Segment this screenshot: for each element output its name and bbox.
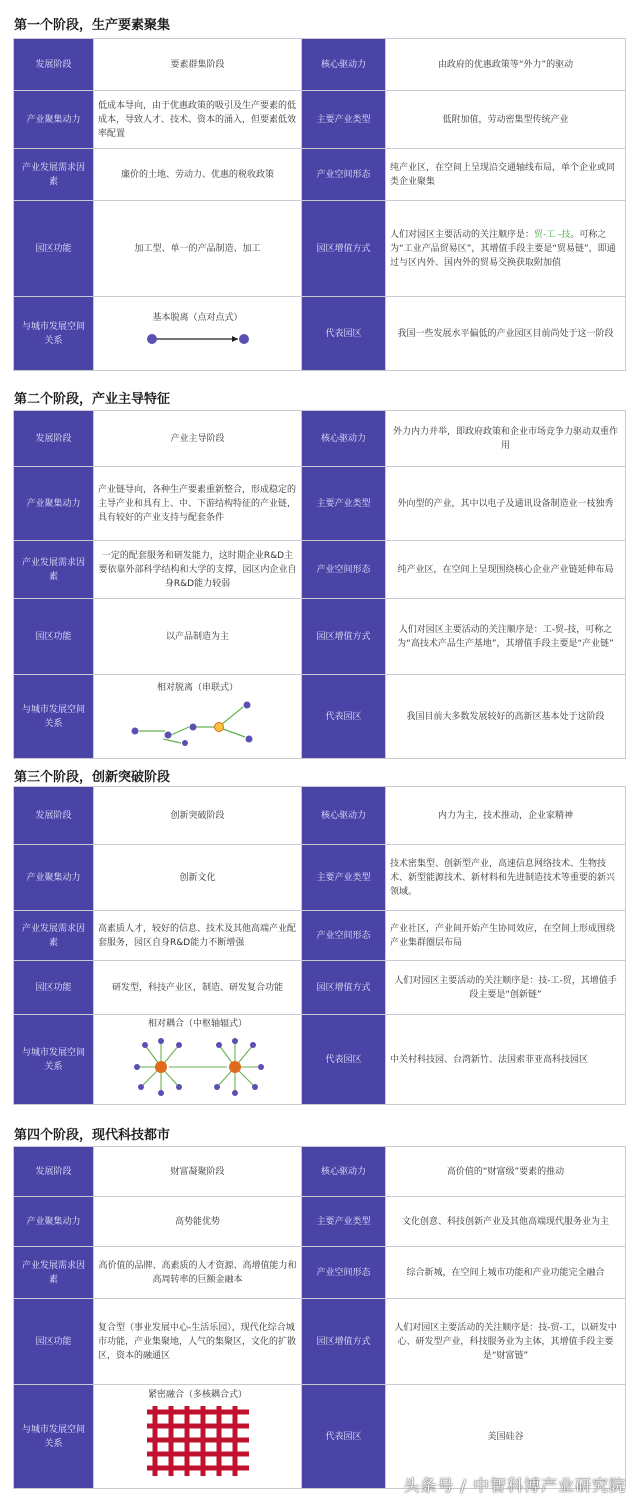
value-cell: 纯产业区，在空间上呈现围绕核心企业产业链延伸布局 xyxy=(386,541,626,599)
table-row xyxy=(14,91,626,149)
value-cell: 文化创意、科技创新产业及其他高端现代服务业为主 xyxy=(386,1197,626,1247)
value-cell: 中关村科技园、台湾新竹、法国索菲亚高科技园区 xyxy=(386,1015,626,1105)
label-cell: 产业空间形态 xyxy=(302,1247,386,1299)
value-cell: 高价值的品牌、高素质的人才资源、高增值能力和高周转率的巨额金融本 xyxy=(94,1247,302,1299)
label-cell: 发展阶段 xyxy=(14,411,94,467)
diagram-title: 紧密融合（多核耦合式） xyxy=(147,1390,247,1400)
table-row xyxy=(14,1299,626,1385)
table-row xyxy=(14,1015,626,1105)
table-row xyxy=(14,39,626,91)
label-cell: 与城市发展空间关系 xyxy=(14,1015,94,1105)
table-row xyxy=(14,149,626,201)
value-cell: 纯产业区，在空间上呈现沿交通轴线布局，单个企业或同类企业聚集 xyxy=(386,149,626,201)
label-cell: 产业发展需求因素 xyxy=(14,149,94,201)
label-cell: 产业发展需求因素 xyxy=(14,1247,94,1299)
node xyxy=(245,736,252,743)
table-row xyxy=(14,911,626,961)
table-row xyxy=(14,1147,626,1197)
value-cell: 我国目前大多数发展较好的高新区基本处于这阶段 xyxy=(386,675,626,759)
node xyxy=(164,732,171,739)
table-row xyxy=(14,787,626,845)
label-cell: 核心驱动力 xyxy=(302,39,386,91)
grid-mesh-diagram xyxy=(143,1404,253,1480)
diagram-cell xyxy=(94,675,302,759)
label-cell: 园区功能 xyxy=(14,599,94,675)
hub-node xyxy=(214,723,223,732)
label-cell: 产业聚集动力 xyxy=(14,845,94,911)
label-cell: 主要产业类型 xyxy=(302,91,386,149)
value-cell: 创新文化 xyxy=(94,845,302,911)
label-cell: 代表园区 xyxy=(302,675,386,759)
node xyxy=(243,702,250,709)
diagram-cell xyxy=(94,1015,302,1105)
label-cell: 核心驱动力 xyxy=(302,787,386,845)
value-cell: 研发型，科技产业区，制造、研发复合功能 xyxy=(94,961,302,1015)
table-row xyxy=(14,961,626,1015)
label-cell: 主要产业类型 xyxy=(302,845,386,911)
table-row xyxy=(14,599,626,675)
label-cell: 核心驱动力 xyxy=(302,411,386,467)
node xyxy=(131,728,138,735)
stage-3-title: 第三个阶段，创新突破阶段 xyxy=(14,770,171,785)
table-row xyxy=(14,201,626,297)
label-cell: 园区功能 xyxy=(14,201,94,297)
stage-4-title: 第四个阶段，现代科技都市 xyxy=(14,1128,171,1143)
arrowhead xyxy=(232,336,238,342)
label-cell: 园区增值方式 xyxy=(302,961,386,1015)
stage-1-title: 第一个阶段，生产要素聚集 xyxy=(14,18,171,33)
label-cell: 主要产业类型 xyxy=(302,467,386,541)
stage-3-table xyxy=(13,786,626,1105)
diagram-title: 相对脱离（串联式） xyxy=(156,683,238,693)
label-cell: 园区功能 xyxy=(14,1299,94,1385)
node xyxy=(147,334,157,344)
value-cell: 低成本导向，由于优惠政策的吸引及生产要素的低成本，导致人才、技术、资本的涌入，但要素低效率配置 xyxy=(94,91,302,149)
label-cell: 园区功能 xyxy=(14,961,94,1015)
node xyxy=(239,334,249,344)
label-cell: 发展阶段 xyxy=(14,39,94,91)
diagram-cell xyxy=(94,297,302,371)
value-cell: 人们对园区主要活动的关注顺序是：工-贸-技，可称之为“高技术产品生产基地”，其增值手段主要是“产业链” xyxy=(386,599,626,675)
value-cell: 产业社区，产业间开始产生协同效应，在空间上形成围绕产业集群圈层布局 xyxy=(386,911,626,961)
label-cell: 代表园区 xyxy=(302,297,386,371)
label-cell: 代表园区 xyxy=(302,1385,386,1489)
value-cell: 产业主导阶段 xyxy=(94,411,302,467)
value-cell: 高价值的“财富级”要素的推动 xyxy=(386,1147,626,1197)
label-cell: 与城市发展空间关系 xyxy=(14,675,94,759)
value-cell: 技术密集型、创新型产业，高速信息网络技术、生物技术、新型能源技术、新材料和先进制造技术等重要的新兴领域。 xyxy=(386,845,626,911)
label-cell: 与城市发展空间关系 xyxy=(14,297,94,371)
grid-lines xyxy=(147,1406,249,1476)
table-row xyxy=(14,541,626,599)
label-cell: 产业空间形态 xyxy=(302,149,386,201)
value-cell: 加工型、单一的产品制造、加工 xyxy=(94,201,302,297)
value-cell: 财富凝聚阶段 xyxy=(94,1147,302,1197)
table-row xyxy=(14,675,626,759)
value-cell: 高势能优势 xyxy=(94,1197,302,1247)
label-cell: 产业聚集动力 xyxy=(14,1197,94,1247)
stage-2-title: 第二个阶段，产业主导特征 xyxy=(14,392,171,407)
label-cell: 产业聚集动力 xyxy=(14,467,94,541)
label-cell: 与城市发展空间关系 xyxy=(14,1385,94,1489)
diagram-cell xyxy=(94,1385,302,1489)
value-cell: 综合新城，在空间上城市功能和产业功能完全融合 xyxy=(386,1247,626,1299)
hub-node xyxy=(229,1061,241,1073)
diagram-title: 相对耦合（中枢轴辐式） xyxy=(147,1019,247,1029)
table-row xyxy=(14,411,626,467)
value-cell: 产业链导向，各种生产要素重新整合，形成稳定的主导产业和具有上、中、下游结构特征的产业链，具有较好的产业支持与配套条件 xyxy=(94,467,302,541)
node xyxy=(189,724,196,731)
label-cell: 园区增值方式 xyxy=(302,1299,386,1385)
label-cell: 产业空间形态 xyxy=(302,911,386,961)
value-cell: 一定的配套服务和研发能力，这时期企业R&D主要依靠外部科学结构和大学的支撑，园区内企业自身R&D能力较弱 xyxy=(94,541,302,599)
value-cell: 美国硅谷 xyxy=(386,1385,626,1489)
label-cell: 产业空间形态 xyxy=(302,541,386,599)
value-cell: 人们对园区主要活动的关注顺序是：技-工-贸，其增值手段主要是“创新链” xyxy=(386,961,626,1015)
highlight-text: 贸-工 -技 xyxy=(534,229,571,240)
label-cell: 核心驱动力 xyxy=(302,1147,386,1197)
label-cell: 发展阶段 xyxy=(14,1147,94,1197)
value-text: 人们对园区主要活动的关注顺序是： xyxy=(390,229,535,240)
series-chain-diagram xyxy=(123,697,273,747)
label-cell: 产业聚集动力 xyxy=(14,91,94,149)
stage-1-table xyxy=(13,38,626,371)
stage-2-table xyxy=(13,410,626,759)
value-cell: 人们对园区主要活动的关注顺序是：技-贸-工，以研发中心、研发型产业，科技服务业为主体，其增值手段主要是“财富链” xyxy=(386,1299,626,1385)
label-cell: 产业发展需求因素 xyxy=(14,911,94,961)
table-row xyxy=(14,1197,626,1247)
point-to-point-diagram xyxy=(138,327,258,351)
value-cell: 要素群集阶段 xyxy=(94,39,302,91)
label-cell: 代表园区 xyxy=(302,1015,386,1105)
value-cell: 外力内力并举，即政府政策和企业市场竞争力驱动双重作用 xyxy=(386,411,626,467)
value-cell: 复合型（事业发展中心-生活乐园），现代化综合城市功能，产业集聚地，人气的集聚区，文化的扩散区，资本的融通区 xyxy=(94,1299,302,1385)
table-row xyxy=(14,845,626,911)
value-cell: 低附加值，劳动密集型传统产业 xyxy=(386,91,626,149)
hub-spoke-diagram xyxy=(123,1033,273,1097)
value-cell: 廉价的土地、劳动力、优惠的税收政策 xyxy=(94,149,302,201)
value-cell: 外向型的产业，其中以电子及通讯设备制造业一枝独秀 xyxy=(386,467,626,541)
label-cell: 发展阶段 xyxy=(14,787,94,845)
value-cell: 我国一些发展水平偏低的产业园区目前尚处于这一阶段 xyxy=(386,297,626,371)
hub-node xyxy=(155,1061,167,1073)
value-cell: 创新突破阶段 xyxy=(94,787,302,845)
value-cell: 内力为主，技术推动，企业家精神 xyxy=(386,787,626,845)
table-row xyxy=(14,297,626,371)
label-cell: 产业发展需求因素 xyxy=(14,541,94,599)
table-row xyxy=(14,467,626,541)
table-row xyxy=(14,1247,626,1299)
value-cell: 高素质人才，较好的信息、技术及其他高端产业配套服务，园区自身R&D能力不断增强 xyxy=(94,911,302,961)
stage-4-table xyxy=(13,1146,626,1489)
node xyxy=(182,740,188,746)
label-cell: 主要产业类型 xyxy=(302,1197,386,1247)
diagram-title: 基本脱离（点对点式） xyxy=(152,313,243,323)
watermark: 头条号 / 中智科博产业研究院 xyxy=(403,1476,626,1495)
label-cell: 园区增值方式 xyxy=(302,201,386,297)
value-cell: 由政府的优惠政策等“外力”的驱动 xyxy=(386,39,626,91)
label-cell: 园区增值方式 xyxy=(302,599,386,675)
value-text: 。可称之为“工业产品贸易区”，其增值手段主要是“贸易链”，即通过与区内外、国内外的贸易交换获取附加值 xyxy=(390,229,616,268)
value-cell xyxy=(386,201,626,297)
value-cell: 以产品制造为主 xyxy=(94,599,302,675)
